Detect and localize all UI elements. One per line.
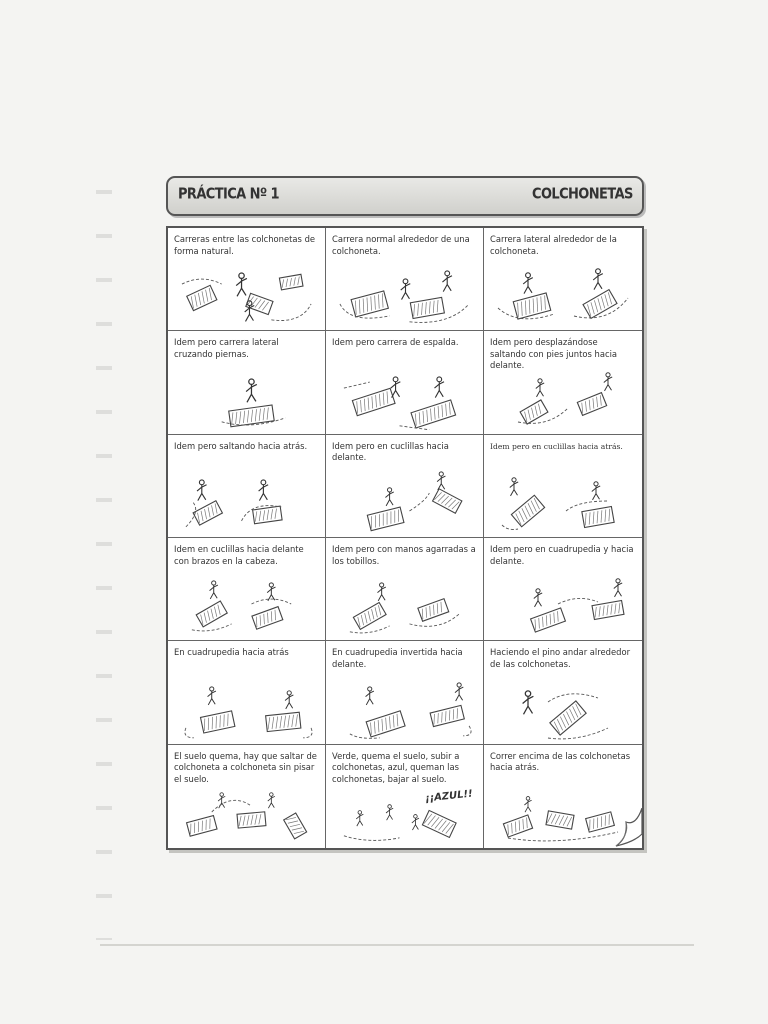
- illustration-drawing: [488, 368, 638, 430]
- exercise-cell: [326, 641, 484, 744]
- stick-figure-drawing: [285, 690, 293, 708]
- illustration-drawing: [330, 471, 479, 533]
- stick-figure-drawing: [386, 805, 393, 820]
- illustration-drawing: [172, 678, 321, 740]
- mat-drawing: [583, 290, 617, 319]
- stick-figure-drawing: [524, 797, 531, 813]
- exercise-illustration: [488, 574, 638, 636]
- illustration-drawing: [172, 471, 321, 533]
- stick-figure-drawing: [268, 793, 275, 808]
- exercise-cell: [484, 641, 642, 744]
- mat-drawing: [418, 599, 449, 622]
- exercise-illustration: [488, 264, 638, 326]
- mat-drawing: [200, 710, 234, 732]
- exercise-description: Idem pero en cuadrupedia y hacia delante.: [490, 544, 634, 566]
- movement-path: [508, 832, 618, 841]
- illustration-drawing: [172, 782, 321, 844]
- mat-drawing: [550, 701, 586, 735]
- exercise-description: Carrera lateral alrededor de la colchoneta.: [490, 234, 617, 256]
- exercise-illustration: [488, 368, 638, 430]
- illustration-drawing: [488, 471, 638, 533]
- shout-label: ¡¡AZUL!!: [424, 788, 474, 805]
- scan-margin-marks: [96, 160, 112, 940]
- mat-drawing: [577, 392, 606, 415]
- mat-drawing: [367, 507, 404, 531]
- worksheet: [166, 176, 644, 852]
- stick-figure-drawing: [366, 687, 374, 705]
- stick-figure-drawing: [210, 581, 218, 599]
- stick-figure-drawing: [593, 269, 603, 290]
- mat-drawing: [252, 607, 283, 630]
- exercise-illustration: [172, 574, 321, 636]
- exercise-illustration: [330, 678, 479, 740]
- exercise-description: Idem pero carrera de espalda.: [332, 337, 459, 348]
- illustration-drawing: [172, 368, 321, 430]
- stick-figure-drawing: [236, 273, 247, 296]
- mat-drawing: [422, 810, 456, 837]
- mat-drawing: [592, 601, 624, 620]
- illustration-drawing: [330, 782, 479, 844]
- mat-drawing: [586, 812, 615, 832]
- mat-drawing: [430, 705, 464, 726]
- movement-path: [212, 800, 252, 812]
- exercise-description: Idem en cuclillas hacia delante con brazos en la cabeza.: [174, 544, 304, 566]
- illustration-drawing: [330, 264, 479, 326]
- stick-figure-drawing: [455, 683, 463, 701]
- mat-drawing: [433, 489, 462, 513]
- exercise-cell: [168, 745, 326, 848]
- exercise-description: Carreras entre las colchonetas de forma natural.: [174, 234, 316, 256]
- stick-figure-drawing: [377, 583, 385, 601]
- exercise-cell: [326, 538, 484, 641]
- exercise-illustration: [172, 264, 321, 326]
- exercise-illustration: [330, 782, 479, 844]
- stick-figure-drawing: [534, 589, 542, 607]
- mat-drawing: [266, 712, 301, 731]
- exercise-description: El suelo quema, hay que saltar de colchoneta a colchoneta sin pisar el suelo.: [174, 750, 317, 784]
- stick-figure-drawing: [523, 273, 533, 294]
- exercise-cell: [168, 331, 326, 434]
- practice-title: PRÁCTICA Nº 1: [178, 185, 279, 204]
- mat-drawing: [279, 275, 303, 291]
- exercise-cell: [326, 331, 484, 434]
- stick-figure-drawing: [604, 372, 612, 390]
- exercise-description: Verde, quema el suelo, subir a colchonetas, azul, queman las colchonetas, bajar al suelo.: [332, 750, 460, 784]
- exercise-illustration: [330, 471, 479, 533]
- exercise-description: Idem pero en cuclillas hacia delante.: [332, 440, 449, 463]
- illustration-drawing: [488, 574, 638, 636]
- mat-drawing: [531, 608, 566, 632]
- exercise-grid: [166, 226, 644, 850]
- stick-figure-drawing: [536, 378, 544, 396]
- mat-drawing: [546, 811, 574, 829]
- mat-drawing: [582, 507, 614, 528]
- stick-figure-drawing: [259, 480, 269, 501]
- exercise-cell: [484, 435, 642, 538]
- exercise-illustration: [330, 264, 479, 326]
- mat-drawing: [187, 286, 217, 311]
- stick-figure-drawing: [267, 583, 275, 601]
- mat-drawing: [520, 400, 548, 424]
- mat-drawing: [352, 388, 395, 415]
- mat-drawing: [411, 400, 456, 428]
- stick-figure-drawing: [614, 579, 622, 597]
- illustration-drawing: [488, 264, 638, 326]
- mat-drawing: [187, 816, 217, 837]
- exercise-illustration: [330, 368, 479, 430]
- mat-drawing: [351, 291, 388, 317]
- exercise-cell: [326, 745, 484, 848]
- stick-figure-drawing: [208, 687, 216, 705]
- stick-figure-drawing: [246, 379, 257, 402]
- exercise-cell: [168, 228, 326, 331]
- illustration-drawing: [330, 678, 479, 740]
- exercise-cell: [168, 435, 326, 538]
- exercise-description: Idem pero saltando hacia atrás.: [174, 440, 308, 451]
- movement-path: [344, 836, 400, 841]
- stick-figure-drawing: [356, 811, 363, 826]
- exercise-description: Correr encima de las colchonetas hacia atrás.: [490, 750, 631, 773]
- mat-drawing: [513, 293, 551, 319]
- mat-drawing: [229, 405, 274, 427]
- exercise-cell: [484, 538, 642, 641]
- mat-drawing: [253, 506, 282, 524]
- mat-drawing: [511, 495, 544, 527]
- exercise-description: Carrera normal alrededor de una colchoneta.: [332, 234, 470, 256]
- exercise-cell: [326, 435, 484, 538]
- stick-figure-drawing: [412, 815, 419, 830]
- stick-figure-drawing: [197, 480, 207, 501]
- stick-figure-drawing: [523, 691, 534, 714]
- exercise-cell: [168, 538, 326, 641]
- movement-path: [558, 599, 598, 605]
- exercise-illustration: [172, 368, 321, 430]
- illustration-drawing: [330, 574, 479, 636]
- mat-drawing: [284, 813, 307, 839]
- mat-drawing: [353, 603, 386, 630]
- mat-drawing: [237, 812, 266, 828]
- header-bar: [166, 176, 644, 216]
- mat-drawing: [503, 815, 532, 837]
- exercise-illustration: [330, 574, 479, 636]
- exercise-cell: [168, 641, 326, 744]
- exercise-illustration: [172, 471, 321, 533]
- stick-figure-drawing: [437, 472, 445, 490]
- stick-figure-drawing: [442, 271, 452, 292]
- illustration-drawing: [488, 678, 638, 740]
- illustration-drawing: [172, 574, 321, 636]
- mat-drawing: [193, 501, 222, 525]
- stick-figure-drawing: [434, 377, 444, 398]
- topic-title: COLCHONETAS: [532, 185, 633, 204]
- exercise-illustration: [172, 678, 321, 740]
- exercise-description: Idem pero con manos agarradas a los tobillos.: [332, 544, 476, 566]
- stick-figure-drawing: [401, 279, 411, 300]
- exercise-cell: [484, 228, 642, 331]
- exercise-description: En cuadrupedia invertida hacia delante.: [332, 647, 463, 669]
- exercise-description: En cuadrupedia hacia atrás: [174, 647, 289, 658]
- exercise-description: Haciendo el pino andar alrededor de las colchonetas.: [490, 647, 631, 669]
- mat-drawing: [366, 710, 405, 736]
- exercise-illustration: [488, 678, 638, 740]
- movement-path: [409, 493, 429, 511]
- mat-drawing: [410, 298, 444, 319]
- exercise-description: Idem pero en cuclillas hacia atrás.: [490, 441, 623, 451]
- stick-figure-drawing: [510, 478, 518, 496]
- exercise-illustration: [172, 782, 321, 844]
- mat-drawing: [196, 601, 227, 627]
- page-curl-corner: [612, 808, 644, 848]
- stick-figure-drawing: [592, 482, 600, 500]
- illustration-drawing: [172, 264, 321, 326]
- stick-figure-drawing: [218, 793, 225, 808]
- exercise-cell: [484, 331, 642, 434]
- exercise-description: Idem pero desplazándose saltando con pies juntos hacia delante.: [490, 337, 618, 371]
- exercise-cell: [326, 228, 484, 331]
- illustration-drawing: [330, 368, 479, 430]
- stick-figure-drawing: [385, 488, 393, 506]
- exercise-illustration: [488, 471, 638, 533]
- scan-bottom-edge: [100, 944, 694, 946]
- exercise-description: Idem pero carrera lateral cruzando piernas.: [174, 337, 279, 359]
